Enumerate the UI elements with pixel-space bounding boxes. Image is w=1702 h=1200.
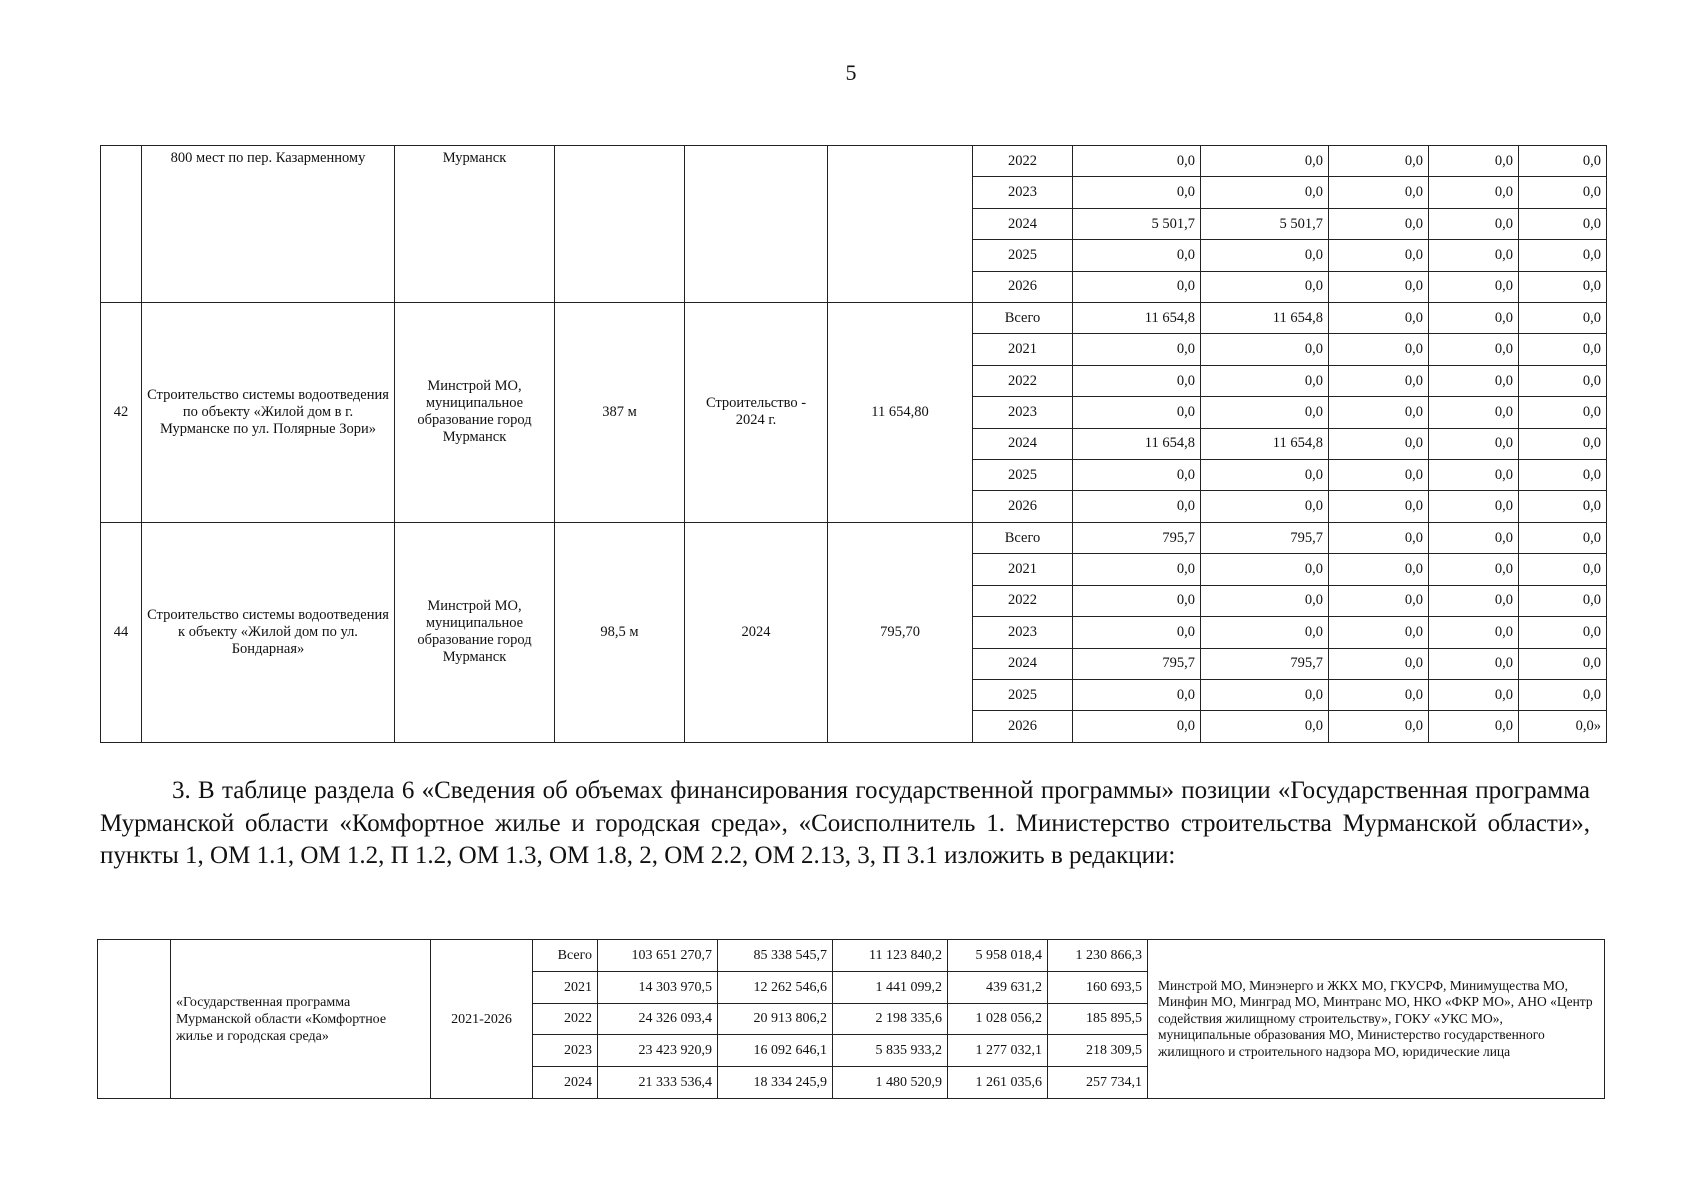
year-cell: 2021 bbox=[973, 334, 1073, 365]
total-value: 0,0 bbox=[1073, 491, 1201, 522]
other-value: 257 734,1 bbox=[1048, 1067, 1148, 1099]
total-value: 0,0 bbox=[1073, 177, 1201, 208]
object-executor: Мурманск bbox=[395, 146, 555, 303]
year-cell: 2023 bbox=[973, 397, 1073, 428]
object-capacity bbox=[555, 146, 685, 303]
object-capacity: 98,5 м bbox=[555, 522, 685, 742]
federal-value: 795,7 bbox=[1201, 522, 1329, 553]
year-cell: 2023 bbox=[533, 1035, 598, 1067]
year-cell: 2022 bbox=[533, 1003, 598, 1035]
object-name: Строительство системы водоотведения по объекту «Жилой дом в г. Мурманске по ул. Полярные Зори» bbox=[142, 303, 395, 523]
other-value: 0,0 bbox=[1519, 240, 1607, 271]
local-value: 0,0 bbox=[1429, 648, 1519, 679]
federal-value: 0,0 bbox=[1201, 146, 1329, 177]
other-value: 0,0 bbox=[1519, 365, 1607, 396]
regional-value: 0,0 bbox=[1329, 711, 1429, 743]
federal-value: 5 501,7 bbox=[1201, 208, 1329, 239]
total-value: 0,0 bbox=[1073, 554, 1201, 585]
year-cell: Всего bbox=[533, 940, 598, 972]
year-cell: Всего bbox=[973, 522, 1073, 553]
total-value: 5 501,7 bbox=[1073, 208, 1201, 239]
other-value: 0,0 bbox=[1519, 146, 1607, 177]
federal-value: 18 334 245,9 bbox=[718, 1067, 833, 1099]
federal-value: 795,7 bbox=[1201, 648, 1329, 679]
local-value: 0,0 bbox=[1429, 491, 1519, 522]
total-value: 0,0 bbox=[1073, 240, 1201, 271]
table-row bbox=[101, 146, 1607, 177]
object-name: 800 мест по пер. Казарменному bbox=[142, 146, 395, 303]
object-period: Строительство - 2024 г. bbox=[685, 303, 828, 523]
total-value: 21 333 536,4 bbox=[598, 1067, 718, 1099]
object-cost bbox=[828, 146, 973, 303]
federal-value: 0,0 bbox=[1201, 397, 1329, 428]
regional-value: 0,0 bbox=[1329, 491, 1429, 522]
regional-value: 0,0 bbox=[1329, 303, 1429, 334]
year-cell: 2026 bbox=[973, 711, 1073, 743]
table-row bbox=[101, 522, 1607, 553]
local-value: 0,0 bbox=[1429, 271, 1519, 302]
federal-value: 0,0 bbox=[1201, 554, 1329, 585]
local-value: 5 958 018,4 bbox=[948, 940, 1048, 972]
other-value: 0,0 bbox=[1519, 522, 1607, 553]
object-number bbox=[101, 146, 142, 303]
object-executor: Минстрой МО, муниципальное образование город Мурманск bbox=[395, 522, 555, 742]
local-value: 0,0 bbox=[1429, 240, 1519, 271]
total-value: 0,0 bbox=[1073, 397, 1201, 428]
federal-value: 0,0 bbox=[1201, 334, 1329, 365]
local-value: 0,0 bbox=[1429, 365, 1519, 396]
federal-value: 85 338 545,7 bbox=[718, 940, 833, 972]
local-value: 0,0 bbox=[1429, 177, 1519, 208]
year-cell: 2022 bbox=[973, 146, 1073, 177]
object-cost: 11 654,80 bbox=[828, 303, 973, 523]
other-value: 0,0 bbox=[1519, 271, 1607, 302]
federal-value: 0,0 bbox=[1201, 271, 1329, 302]
total-value: 103 651 270,7 bbox=[598, 940, 718, 972]
object-cost: 795,70 bbox=[828, 522, 973, 742]
total-value: 0,0 bbox=[1073, 365, 1201, 396]
total-value: 11 654,8 bbox=[1073, 428, 1201, 459]
federal-value: 0,0 bbox=[1201, 491, 1329, 522]
regional-value: 0,0 bbox=[1329, 177, 1429, 208]
regional-value: 0,0 bbox=[1329, 397, 1429, 428]
year-cell: 2024 bbox=[973, 648, 1073, 679]
year-cell: 2021 bbox=[533, 971, 598, 1003]
local-value: 1 261 035,6 bbox=[948, 1067, 1048, 1099]
total-value: 24 326 093,4 bbox=[598, 1003, 718, 1035]
regional-value: 0,0 bbox=[1329, 585, 1429, 616]
year-cell: 2022 bbox=[973, 585, 1073, 616]
regional-value: 0,0 bbox=[1329, 428, 1429, 459]
regional-value: 0,0 bbox=[1329, 365, 1429, 396]
local-value: 0,0 bbox=[1429, 397, 1519, 428]
local-value: 0,0 bbox=[1429, 522, 1519, 553]
total-value: 11 654,8 bbox=[1073, 303, 1201, 334]
total-value: 23 423 920,9 bbox=[598, 1035, 718, 1067]
federal-value: 0,0 bbox=[1201, 585, 1329, 616]
other-value: 0,0 bbox=[1519, 334, 1607, 365]
year-cell: Всего bbox=[973, 303, 1073, 334]
table-row bbox=[101, 303, 1607, 334]
year-cell: 2026 bbox=[973, 271, 1073, 302]
program-financing-table bbox=[97, 939, 1605, 1099]
other-value: 0,0 bbox=[1519, 177, 1607, 208]
other-value: 0,0 bbox=[1519, 428, 1607, 459]
object-period: 2024 bbox=[685, 522, 828, 742]
year-cell: 2023 bbox=[973, 177, 1073, 208]
regional-value: 0,0 bbox=[1329, 334, 1429, 365]
object-number: 42 bbox=[101, 303, 142, 523]
object-number: 44 bbox=[101, 522, 142, 742]
object-period bbox=[685, 146, 828, 303]
local-value: 0,0 bbox=[1429, 460, 1519, 491]
other-value: 0,0 bbox=[1519, 303, 1607, 334]
program-name: «Государственная программа Мурманской области «Комфортное жилье и городская среда» bbox=[171, 940, 431, 1099]
regional-value: 11 123 840,2 bbox=[833, 940, 948, 972]
regional-value: 1 441 099,2 bbox=[833, 971, 948, 1003]
year-cell: 2024 bbox=[973, 428, 1073, 459]
local-value: 0,0 bbox=[1429, 146, 1519, 177]
object-executor: Минстрой МО, муниципальное образование город Мурманск bbox=[395, 303, 555, 523]
total-value: 0,0 bbox=[1073, 146, 1201, 177]
other-value: 0,0 bbox=[1519, 585, 1607, 616]
year-cell: 2021 bbox=[973, 554, 1073, 585]
regional-value: 5 835 933,2 bbox=[833, 1035, 948, 1067]
local-value: 0,0 bbox=[1429, 679, 1519, 710]
federal-value: 0,0 bbox=[1201, 711, 1329, 743]
year-cell: 2026 bbox=[973, 491, 1073, 522]
year-cell: 2025 bbox=[973, 240, 1073, 271]
regional-value: 1 480 520,9 bbox=[833, 1067, 948, 1099]
total-value: 0,0 bbox=[1073, 617, 1201, 648]
object-capacity: 387 м bbox=[555, 303, 685, 523]
other-value: 0,0 bbox=[1519, 679, 1607, 710]
year-cell: 2025 bbox=[973, 679, 1073, 710]
regional-value: 0,0 bbox=[1329, 617, 1429, 648]
federal-value: 20 913 806,2 bbox=[718, 1003, 833, 1035]
regional-value: 0,0 bbox=[1329, 146, 1429, 177]
total-value: 795,7 bbox=[1073, 522, 1201, 553]
local-value: 0,0 bbox=[1429, 585, 1519, 616]
object-name: Строительство системы водоотведения к объекту «Жилой дом по ул. Бондарная» bbox=[142, 522, 395, 742]
total-value: 0,0 bbox=[1073, 271, 1201, 302]
year-cell: 2022 bbox=[973, 365, 1073, 396]
other-value: 0,0» bbox=[1519, 711, 1607, 743]
page-number: 5 bbox=[845, 60, 857, 85]
local-value: 439 631,2 bbox=[948, 971, 1048, 1003]
other-value: 218 309,5 bbox=[1048, 1035, 1148, 1067]
other-value: 0,0 bbox=[1519, 208, 1607, 239]
total-value: 0,0 bbox=[1073, 460, 1201, 491]
table-row bbox=[98, 940, 1605, 972]
program-executors: Минстрой МО, Минэнерго и ЖКХ МО, ГКУСРФ, Минимущества МО, Минфин МО, Минград МО, Минтранс МО, НКО «ФКР МО», АНО «Центр содействия жилищному строительству», ГОКУ «УКС МО», муниципальные образования МО, Министерство государственного жилищного и строительного надзора МО, юридические лица bbox=[1148, 940, 1605, 1099]
other-value: 1 230 866,3 bbox=[1048, 940, 1148, 972]
total-value: 795,7 bbox=[1073, 648, 1201, 679]
year-cell: 2025 bbox=[973, 460, 1073, 491]
local-value: 0,0 bbox=[1429, 554, 1519, 585]
total-value: 14 303 970,5 bbox=[598, 971, 718, 1003]
regional-value: 0,0 bbox=[1329, 648, 1429, 679]
federal-value: 11 654,8 bbox=[1201, 428, 1329, 459]
local-value: 1 028 056,2 bbox=[948, 1003, 1048, 1035]
other-value: 0,0 bbox=[1519, 648, 1607, 679]
federal-value: 0,0 bbox=[1201, 365, 1329, 396]
regional-value: 0,0 bbox=[1329, 679, 1429, 710]
year-cell: 2024 bbox=[973, 208, 1073, 239]
other-value: 0,0 bbox=[1519, 397, 1607, 428]
regional-value: 0,0 bbox=[1329, 460, 1429, 491]
other-value: 185 895,5 bbox=[1048, 1003, 1148, 1035]
other-value: 0,0 bbox=[1519, 460, 1607, 491]
total-value: 0,0 bbox=[1073, 334, 1201, 365]
local-value: 0,0 bbox=[1429, 711, 1519, 743]
local-value: 0,0 bbox=[1429, 334, 1519, 365]
other-value: 160 693,5 bbox=[1048, 971, 1148, 1003]
regional-value: 0,0 bbox=[1329, 271, 1429, 302]
federal-value: 16 092 646,1 bbox=[718, 1035, 833, 1067]
federal-value: 12 262 546,6 bbox=[718, 971, 833, 1003]
federal-value: 0,0 bbox=[1201, 240, 1329, 271]
program-period: 2021-2026 bbox=[431, 940, 533, 1099]
regional-value: 0,0 bbox=[1329, 240, 1429, 271]
item-number bbox=[98, 940, 171, 1099]
object-financing-table bbox=[100, 145, 1607, 743]
amendment-paragraph: 3. В таблице раздела 6 «Сведения об объемах финансирования государственной программы» позиции «Государственная программа Мурманской области «Комфортное жилье и городская среда», «Соисполнитель 1. Министерство строительства Мурманской области», пункты 1, ОМ 1.1, ОМ 1.2, П 1.2, ОМ 1.3, ОМ 1.8, 2, ОМ 2.2, ОМ 2.13, 3, П 3.1 изложить в редакции: bbox=[100, 777, 1590, 869]
federal-value: 0,0 bbox=[1201, 617, 1329, 648]
total-value: 0,0 bbox=[1073, 585, 1201, 616]
regional-value: 0,0 bbox=[1329, 208, 1429, 239]
total-value: 0,0 bbox=[1073, 679, 1201, 710]
regional-value: 0,0 bbox=[1329, 522, 1429, 553]
federal-value: 11 654,8 bbox=[1201, 303, 1329, 334]
federal-value: 0,0 bbox=[1201, 679, 1329, 710]
federal-value: 0,0 bbox=[1201, 460, 1329, 491]
regional-value: 0,0 bbox=[1329, 554, 1429, 585]
local-value: 0,0 bbox=[1429, 428, 1519, 459]
local-value: 0,0 bbox=[1429, 208, 1519, 239]
year-cell: 2023 bbox=[973, 617, 1073, 648]
local-value: 1 277 032,1 bbox=[948, 1035, 1048, 1067]
federal-value: 0,0 bbox=[1201, 177, 1329, 208]
year-cell: 2024 bbox=[533, 1067, 598, 1099]
other-value: 0,0 bbox=[1519, 617, 1607, 648]
other-value: 0,0 bbox=[1519, 554, 1607, 585]
local-value: 0,0 bbox=[1429, 303, 1519, 334]
other-value: 0,0 bbox=[1519, 491, 1607, 522]
local-value: 0,0 bbox=[1429, 617, 1519, 648]
regional-value: 2 198 335,6 bbox=[833, 1003, 948, 1035]
total-value: 0,0 bbox=[1073, 711, 1201, 743]
